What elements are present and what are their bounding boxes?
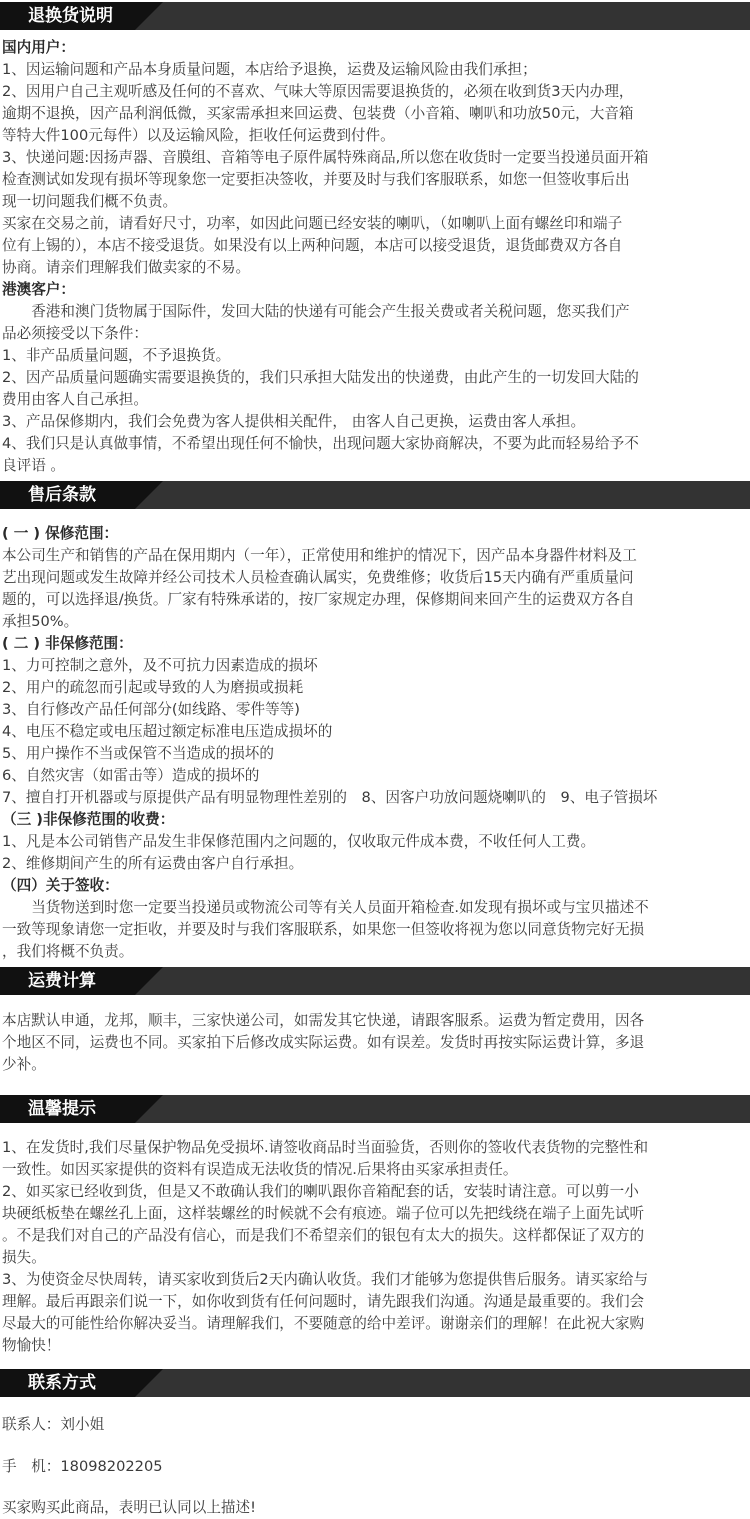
contact-person: 联系人：刘小姐 bbox=[2, 1416, 105, 1433]
tips-line: 1、在发货时,我们尽量保护物品免受损坏.请签收商品时当面验货，否则你的签收代表货物的完整性和 bbox=[2, 1139, 649, 1156]
contact-note: 买家购买此商品，表明已认同以上描述! bbox=[2, 1499, 256, 1516]
tips-line: 尽最大的可能性给你解决妥当。请理解我们，不要随意的给中差评。谢谢亲们的理解！在此祝大家购 bbox=[2, 1315, 645, 1332]
returns-line: 等特大件100元每件）以及运输风险，拒收任何运费到付件。 bbox=[2, 127, 395, 144]
returns-header bbox=[0, 2, 750, 30]
returns-line: 3、快递问题:因扬声器、音膜组、音箱等电子原件属特殊商品,所以您在收货时一定要当投递员面开箱 bbox=[2, 149, 649, 166]
returns-title: 退换货说明 bbox=[0, 2, 135, 30]
tips-content bbox=[2, 1137, 747, 1357]
tips-line: 。不是我们对自己的产品没有信心，而是我们不希望亲们的银包有太大的损失。这样都保证了双方的 bbox=[2, 1227, 645, 1244]
returns-line: 良评语 。 bbox=[2, 457, 66, 474]
returns-line: 协商。请亲们理解我们做卖家的不易。 bbox=[2, 259, 251, 276]
returns-line: 位有上锡的），本店不接受退货。如果没有以上两种问题，本店可以接受退货，退货邮费双方各自 bbox=[2, 237, 623, 254]
shipping-line: 个地区不同，运费也不同。买家拍下后修改成实际运费。如有误差。发货时再按实际运费计算，多退 bbox=[2, 1034, 645, 1051]
aftersales-line: ，我们将概不负责。 bbox=[2, 943, 134, 960]
returns-line: 1、因运输问题和产品本身质量问题，本店给予退换，运费及运输风险由我们承担； bbox=[2, 61, 537, 78]
aftersales-line: （三 )非保修范围的收费： bbox=[2, 811, 175, 828]
returns-line: 港澳客户： bbox=[2, 281, 75, 298]
tips-line: 理解。最后再跟亲们说一下，如你收到货有任何问题时，请先跟我们沟通。沟通是最重要的。我们会 bbox=[2, 1293, 645, 1310]
aftersales-line: 2、维修期间产生的所有运费由客户自行承担。 bbox=[2, 855, 304, 872]
tips-line: 物愉快！ bbox=[2, 1337, 61, 1354]
returns-line: 逾期不退换，因产品利润低微，买家需承担来回运费、包装费（小音箱、喇叭和功放50元，大音箱 bbox=[2, 105, 634, 122]
shipping-header bbox=[0, 967, 750, 995]
aftersales-line: 2、用户的疏忽而引起或导致的人为磨损或损耗 bbox=[2, 679, 304, 696]
tips-line: 一致性。如因买家提供的资料有误造成无法收货的情况.后果将由买家承担责任。 bbox=[2, 1161, 518, 1178]
aftersales-line: 艺出现问题或发生故障并经公司技术人员检查确认属实，免费维修；收货后15天内确有严重质量问 bbox=[2, 569, 634, 586]
aftersales-line: 当货物送到时您一定要当投递员或物流公司等有关人员面开箱检查.如发现有损坏或与宝贝描述不 bbox=[2, 899, 649, 916]
returns-line: 1、非产品质量问题，不予退换货。 bbox=[2, 347, 231, 364]
contact-title: 联系方式 bbox=[0, 1369, 135, 1397]
shipping-title: 运费计算 bbox=[0, 967, 135, 995]
aftersales-line: 1、凡是本公司销售产品发生非保修范围内之问题的，仅收取元件成本费，不收任何人工费。 bbox=[2, 833, 596, 850]
returns-line: 2、因产品质量问题确实需要退换货的，我们只承担大陆发出的快递费，由此产生的一切发回大陆的 bbox=[2, 369, 639, 386]
shipping-line: 少补。 bbox=[2, 1056, 46, 1073]
aftersales-line: 承担50%。 bbox=[2, 613, 79, 630]
aftersales-line: 5、用户操作不当或保管不当造成的损坏的 bbox=[2, 745, 274, 762]
aftersales-title: 售后条款 bbox=[0, 481, 135, 509]
returns-line: 买家在交易之前，请看好尺寸，功率，如因此问题已经安装的喇叭，（如喇叭上面有螺丝印和端子 bbox=[2, 215, 623, 232]
tips-line: 2、如买家已经收到货，但是又不敢确认我们的喇叭跟你音箱配套的话，安装时请注意。可以剪一小 bbox=[2, 1183, 639, 1200]
returns-line: 2、因用户自己主观听感及任何的不喜欢、气味大等原因需要退换货的，必须在收到货3天内办理， bbox=[2, 83, 634, 100]
returns-line: 检查测试如发现有损坏等现象您一定要拒决签收，并要及时与我们客服联系，如您一但签收事后出 bbox=[2, 171, 630, 188]
returns-line: 3、产品保修期内，我们会免费为客人提供相关配件， 由客人自己更换，运费由客人承担。 bbox=[2, 413, 586, 430]
aftersales-header bbox=[0, 481, 750, 509]
tips-line: 3、为使资金尽快周转，请买家收到货后2天内确认收货。我们才能够为您提供售后服务。请买家给与 bbox=[2, 1271, 649, 1288]
shipping-content bbox=[2, 1010, 747, 1076]
aftersales-line: 6、自然灾害（如雷击等）造成的损坏的 bbox=[2, 767, 260, 784]
returns-line: 国内用户： bbox=[2, 39, 75, 56]
aftersales-line: 题的，可以选择退/换货。厂家有特殊承诺的，按厂家规定办理，保修期间来回产生的运费双方各自 bbox=[2, 591, 635, 608]
shipping-line: 本店默认申通，龙邦，顺丰，三家快递公司，如需发其它快递，请跟客服系。运费为暂定费用，因各 bbox=[2, 1012, 645, 1029]
aftersales-line: 一致等现象请您一定拒收，并要及时与我们客服联系，如果您一但签收将视为您以同意货物完好无损 bbox=[2, 921, 645, 938]
aftersales-line: 4、电压不稳定或电压超过额定标准电压造成损坏的 bbox=[2, 723, 333, 740]
contact-header bbox=[0, 1369, 750, 1397]
returns-line: 品必须接受以下条件： bbox=[2, 325, 148, 342]
aftersales-line: 1、力可控制之意外，及不可抗力因素造成的损坏 bbox=[2, 657, 318, 674]
tips-line: 块硬纸板垫在螺丝孔上面，这样装螺丝的时候就不会有痕迹。端子位可以先把线绕在端子上面先试听 bbox=[2, 1205, 645, 1222]
returns-content bbox=[2, 37, 747, 477]
aftersales-line: 3、自行修改产品任何部分(如线路、零件等等) bbox=[2, 701, 300, 718]
returns-line: 费用由客人自己承担。 bbox=[2, 391, 148, 408]
aftersales-line: ( 一 ) 保修范围： bbox=[2, 525, 119, 542]
returns-line: 香港和澳门货物属于国际件，发回大陆的快递有可能会产生报关费或者关税问题，您买我们产 bbox=[2, 303, 630, 320]
tips-header bbox=[0, 1095, 750, 1123]
tips-line: 损失。 bbox=[2, 1249, 46, 1266]
aftersales-line: 本公司生产和销售的产品在保用期内（一年），正常使用和维护的情况下，因产品本身器件材料及工 bbox=[2, 547, 637, 564]
returns-line: 4、我们只是认真做事情，不希望出现任何不愉快，出现问题大家协商解决，不要为此而轻易给予不 bbox=[2, 435, 639, 452]
tips-title: 温馨提示 bbox=[0, 1095, 135, 1123]
aftersales-line: 7、擅自打开机器或与原提供产品有明显物理性差别的 8、因客户功放问题烧喇叭的 9、电子管损坏 bbox=[2, 789, 658, 806]
aftersales-line: （四）关于签收： bbox=[2, 877, 119, 894]
contact-phone: 手 机：18098202205 bbox=[2, 1458, 163, 1475]
returns-line: 现一切问题我们概不负责。 bbox=[2, 193, 178, 210]
aftersales-content bbox=[2, 523, 747, 963]
aftersales-line: ( 二 ) 非保修范围： bbox=[2, 635, 133, 652]
